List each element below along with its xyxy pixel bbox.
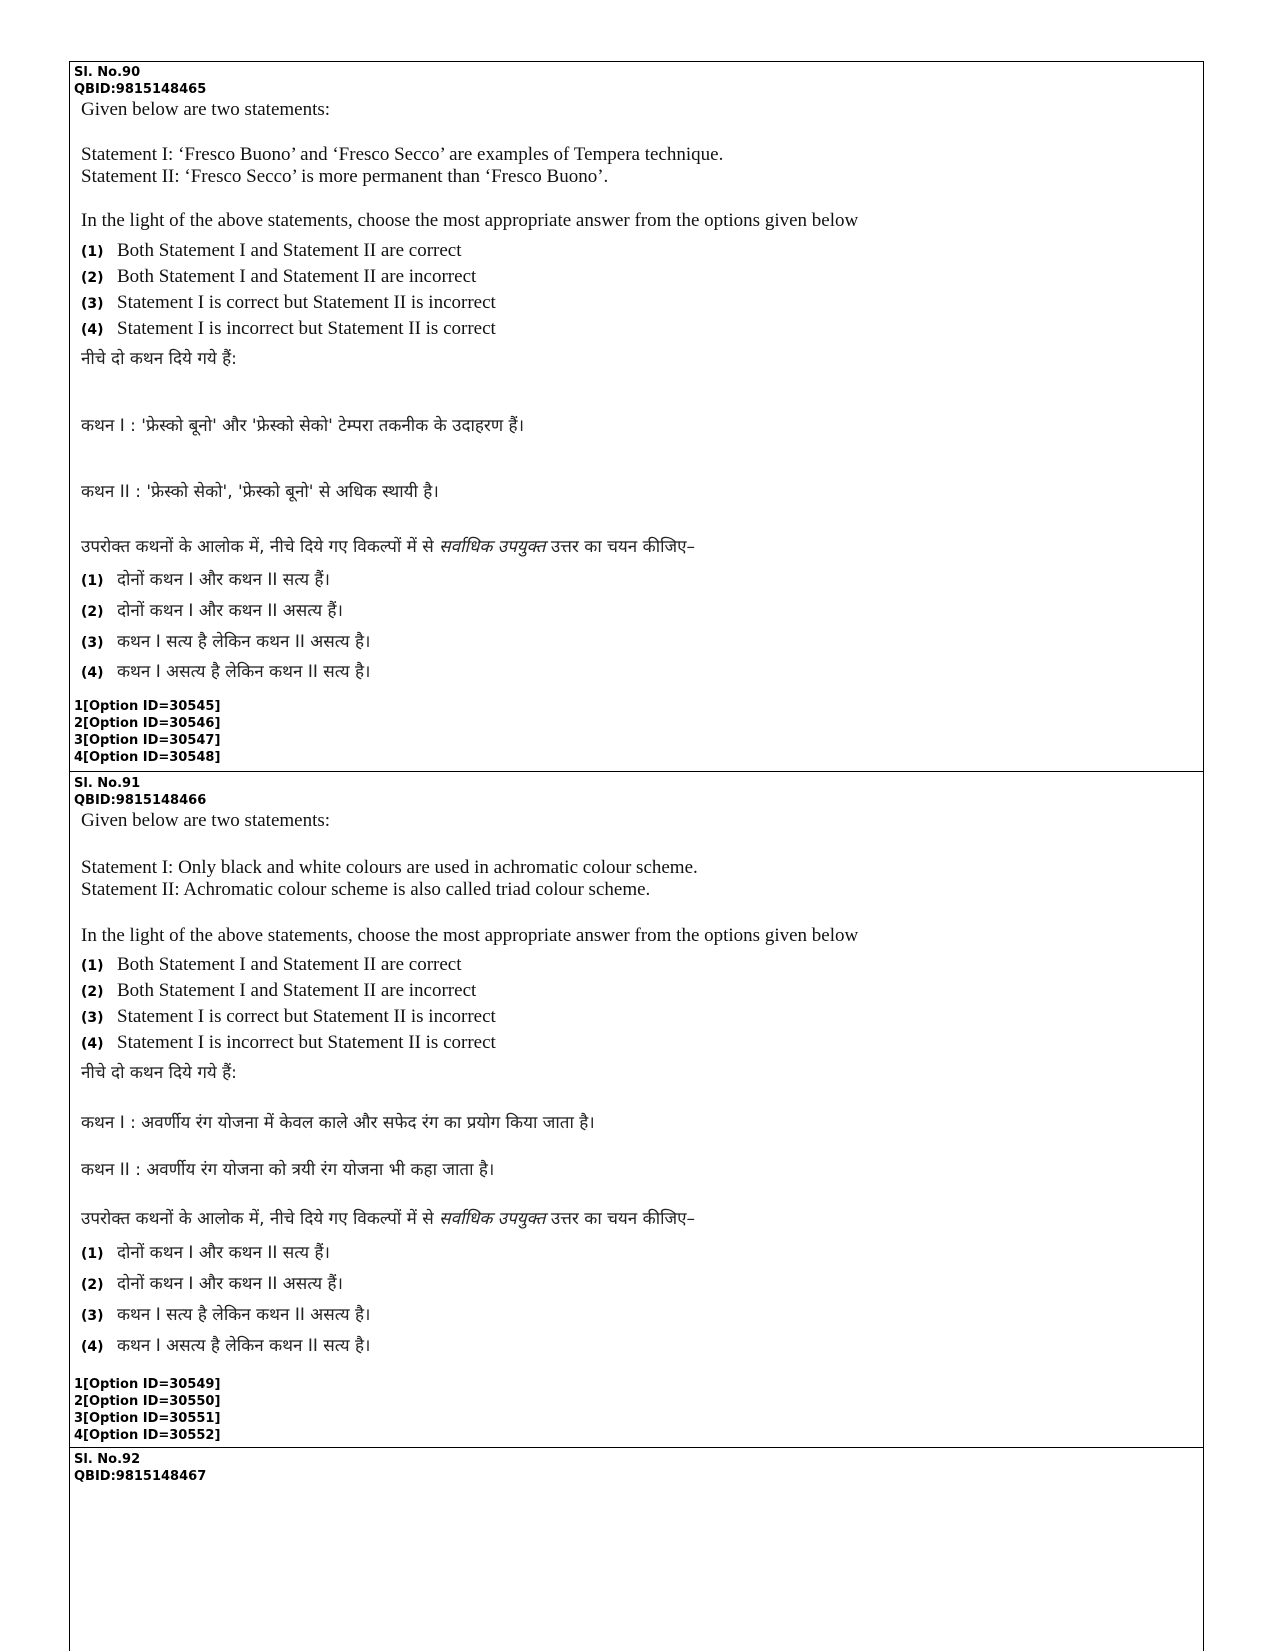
option-number: (1) (81, 958, 104, 974)
option-text: Both Statement I and Statement II are correct (117, 240, 462, 261)
option-2-en (81, 980, 476, 1002)
option-3-hi (81, 1302, 370, 1325)
option-number: (4) (81, 322, 104, 338)
statement-2-en: Statement II: ‘Fresco Secco’ is more permanent than ‘Fresco Buono’. (81, 166, 609, 187)
option-id-2: 2[Option ID=30546] (74, 716, 221, 731)
option-1-hi (81, 567, 330, 590)
question-intro-en: Given below are two statements: (81, 99, 331, 120)
option-text: कथन I असत्य है लेकिन कथन II सत्य है। (117, 1336, 371, 1356)
statement-1-hi: कथन I : 'फ्रेस्को बूनो' और 'फ्रेस्को सेको' टेम्परा तकनीक के उदाहरण हैं। (81, 416, 525, 436)
question-prompt-en: In the light of the above statements, choose the most appropriate answer from the options given below (81, 925, 859, 946)
option-text: Both Statement I and Statement II are correct (117, 954, 462, 975)
statement-1-en: Statement I: ‘Fresco Buono’ and ‘Fresco Secco’ are examples of Tempera technique. (81, 144, 724, 165)
statement-1-hi: कथन I : अवर्णीय रंग योजना में केवल काले और सफेद रंग का प्रयोग किया जाता है। (81, 1113, 595, 1133)
option-number: (4) (81, 665, 104, 681)
option-4-en (81, 318, 496, 340)
serial-number: Sl. No.90 (74, 65, 141, 80)
option-1-en (81, 240, 462, 262)
option-id-4: 4[Option ID=30552] (74, 1428, 221, 1443)
option-number: (1) (81, 573, 104, 589)
question-intro-hi: नीचे दो कथन दिये गये हैं: (81, 349, 237, 369)
option-number: (1) (81, 244, 104, 260)
option-text: Statement I is correct but Statement II is incorrect (117, 292, 496, 313)
serial-number: Sl. No.92 (74, 1452, 141, 1467)
option-3-hi (81, 629, 370, 652)
option-2-en (81, 266, 476, 288)
option-4-en (81, 1032, 496, 1054)
question-prompt-en: In the light of the above statements, choose the most appropriate answer from the options given below (81, 210, 859, 231)
option-text: कथन I असत्य है लेकिन कथन II सत्य है। (117, 662, 371, 682)
option-number: (2) (81, 270, 104, 286)
option-id-3: 3[Option ID=30547] (74, 733, 221, 748)
option-id-4: 4[Option ID=30548] (74, 750, 221, 765)
option-2-hi (81, 1271, 343, 1294)
option-1-hi (81, 1240, 330, 1263)
statement-2-hi: कथन II : 'फ्रेस्को सेको', 'फ्रेस्को बूनो' से अधिक स्थायी है। (81, 482, 439, 502)
question-prompt-hi: उपरोक्त कथनों के आलोक में, नीचे दिये गए विकल्पों में से सर्वाधिक उपयुक्त उत्तर का चयन कीजिए– (81, 1209, 696, 1229)
question-intro-en: Given below are two statements: (81, 810, 331, 831)
option-number: (1) (81, 1246, 104, 1262)
option-4-hi (81, 1333, 370, 1356)
option-number: (3) (81, 296, 104, 312)
option-number: (3) (81, 635, 104, 651)
option-number: (2) (81, 1277, 104, 1293)
option-id-1: 1[Option ID=30545] (74, 699, 221, 714)
option-text: दोनों कथन I और कथन II सत्य हैं। (117, 1243, 330, 1263)
statement-2-hi: कथन II : अवर्णीय रंग योजना को त्रयी रंग योजना भी कहा जाता है। (81, 1160, 495, 1180)
question-divider (69, 1447, 1204, 1448)
option-number: (2) (81, 604, 104, 620)
option-text: कथन I सत्य है लेकिन कथन II असत्य है। (117, 632, 371, 652)
option-3-en (81, 1006, 496, 1028)
option-text: Both Statement I and Statement II are incorrect (117, 980, 477, 1001)
option-text: Statement I is incorrect but Statement II is correct (117, 1032, 496, 1053)
question-prompt-hi: उपरोक्त कथनों के आलोक में, नीचे दिये गए विकल्पों में से सर्वाधिक उपयुक्त उत्तर का चयन कीजिए– (81, 537, 696, 557)
option-id-2: 2[Option ID=30550] (74, 1394, 221, 1409)
option-text: कथन I सत्य है लेकिन कथन II असत्य है। (117, 1305, 371, 1325)
option-text: दोनों कथन I और कथन II असत्य हैं। (117, 1274, 343, 1294)
option-number: (4) (81, 1036, 104, 1052)
option-number: (4) (81, 1339, 104, 1355)
serial-number: Sl. No.91 (74, 776, 141, 791)
option-text: Statement I is incorrect but Statement II is correct (117, 318, 496, 339)
option-id-3: 3[Option ID=30551] (74, 1411, 221, 1426)
emphasis-most-appropriate: सर्वाधिक उपयुक्त (439, 1209, 546, 1229)
statement-1-en: Statement I: Only black and white colours are used in achromatic colour scheme. (81, 857, 698, 878)
option-text: दोनों कथन I और कथन II असत्य हैं। (117, 601, 343, 621)
option-number: (3) (81, 1308, 104, 1324)
statement-2-en: Statement II: Achromatic colour scheme is also called triad colour scheme. (81, 879, 651, 900)
option-text: दोनों कथन I और कथन II सत्य हैं। (117, 570, 330, 590)
option-number: (3) (81, 1010, 104, 1026)
option-id-1: 1[Option ID=30549] (74, 1377, 221, 1392)
option-1-en (81, 954, 462, 976)
qbid: QBID:9815148466 (74, 793, 207, 808)
question-intro-hi: नीचे दो कथन दिये गये हैं: (81, 1063, 237, 1083)
option-2-hi (81, 598, 343, 621)
qbid: QBID:9815148465 (74, 82, 207, 97)
option-text: Statement I is correct but Statement II is incorrect (117, 1006, 496, 1027)
option-3-en (81, 292, 496, 314)
option-text: Both Statement I and Statement II are incorrect (117, 266, 477, 287)
emphasis-most-appropriate: सर्वाधिक उपयुक्त (439, 537, 546, 557)
option-4-hi (81, 659, 370, 682)
question-divider (69, 771, 1204, 772)
option-number: (2) (81, 984, 104, 1000)
qbid: QBID:9815148467 (74, 1469, 207, 1484)
